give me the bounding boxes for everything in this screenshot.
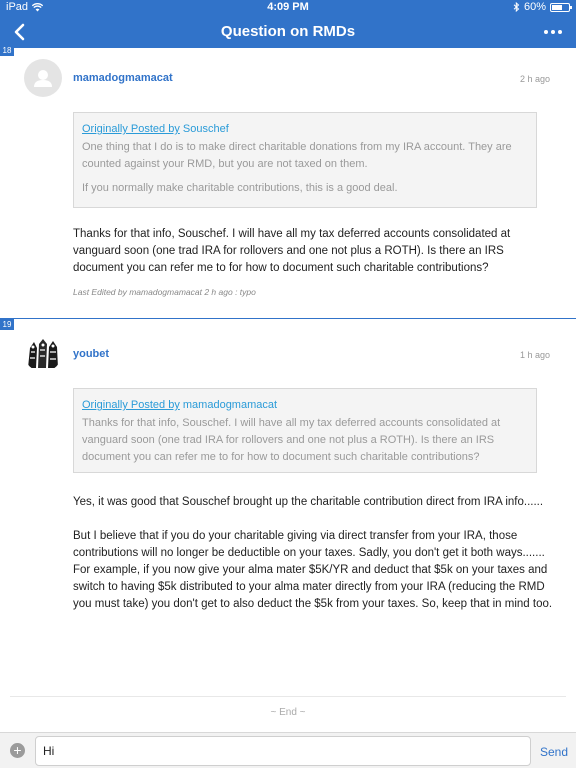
more-button[interactable] [540, 22, 566, 42]
sketch-avatar-icon [24, 334, 62, 372]
battery-percent: 60% [523, 1, 546, 13]
post-time: 2 h ago [519, 74, 550, 84]
post-number: 19 [0, 319, 14, 330]
status-right [513, 1, 570, 13]
end-divider [10, 696, 566, 697]
quote-author[interactable]: mamadogmamacat [182, 399, 278, 411]
device-name: iPad [6, 1, 29, 13]
quote-header [82, 121, 528, 138]
post-number: 18 [0, 45, 14, 56]
post-body [73, 494, 553, 613]
quote-author[interactable]: Souschef [182, 123, 229, 135]
post-divider [0, 318, 576, 319]
reply-composer [0, 732, 576, 768]
avatar[interactable] [24, 59, 62, 97]
post-author[interactable]: mamadogmamacat [73, 72, 173, 84]
end-marker: ~ End ~ [270, 707, 306, 718]
post-paragraph: Yes, it was good that Souschef brought up the charitable contribution direct from IRA info...... [73, 496, 544, 508]
add-attachment-button[interactable]: + [10, 743, 25, 758]
battery-icon [550, 3, 570, 12]
edited-note: Last Edited by mamadogmamacat 2 h ago : typo [73, 287, 256, 297]
quote-text: One thing that I do is to make direct charitable donations from my IRA account. They are counted against your RMD, but you are not taxed on them. [82, 141, 512, 170]
post-body [73, 226, 553, 277]
battery-fill [552, 5, 562, 10]
status-time: 4:09 PM [267, 1, 309, 13]
quote-block [73, 388, 537, 473]
nav-bar [0, 16, 576, 48]
ellipsis-dot [558, 30, 562, 34]
post-time: 1 h ago [519, 350, 550, 360]
avatar[interactable] [24, 334, 62, 372]
quote-block [73, 112, 537, 208]
status-bar [0, 0, 576, 16]
thread-title: Question on RMDs [220, 23, 356, 40]
post-author[interactable]: youbet [73, 348, 110, 360]
default-user-icon [24, 59, 62, 97]
send-button[interactable]: Send [539, 745, 568, 759]
ellipsis-icon [544, 30, 548, 34]
originally-posted-link[interactable]: Originally Posted by [82, 399, 180, 411]
quote-text: If you normally make charitable contributions, this is a good deal. [82, 182, 398, 194]
post-paragraph: But I believe that if you do your charitable giving via direct transfer from your IRA, those contributions will no longer be deductible on your taxes. Sadly, you don't get it both ways....... For example, if you now give your alma mater $5K/YR and deduct that $5k on your taxes and switch to having $5k distributed to your alma mater directly from your IRA (reducing the RMD you must take) you don't get to also deduct the $5k from your taxes. So, keep that in mind too. [73, 530, 553, 610]
reply-input[interactable]: Hi [35, 736, 531, 766]
post-paragraph: Thanks for that info, Souschef. I will have all my tax deferred accounts consolidated at vanguard soon (one trad IRA for rollovers and one not plus a ROTH). Is there an IRS document you can refer me to for how to document such charitable contributions? [73, 228, 511, 274]
originally-posted-link[interactable]: Originally Posted by [82, 123, 180, 135]
quote-header [82, 397, 528, 414]
bluetooth-icon [513, 2, 520, 12]
quote-text: Thanks for that info, Souschef. I will have all my tax deferred accounts consolidated at vanguard soon (one trad IRA for rollovers and one not plus a ROTH). Is there an IRS document you can refer me to for how to document such charitable contributions? [82, 417, 501, 463]
ellipsis-dot [551, 30, 555, 34]
